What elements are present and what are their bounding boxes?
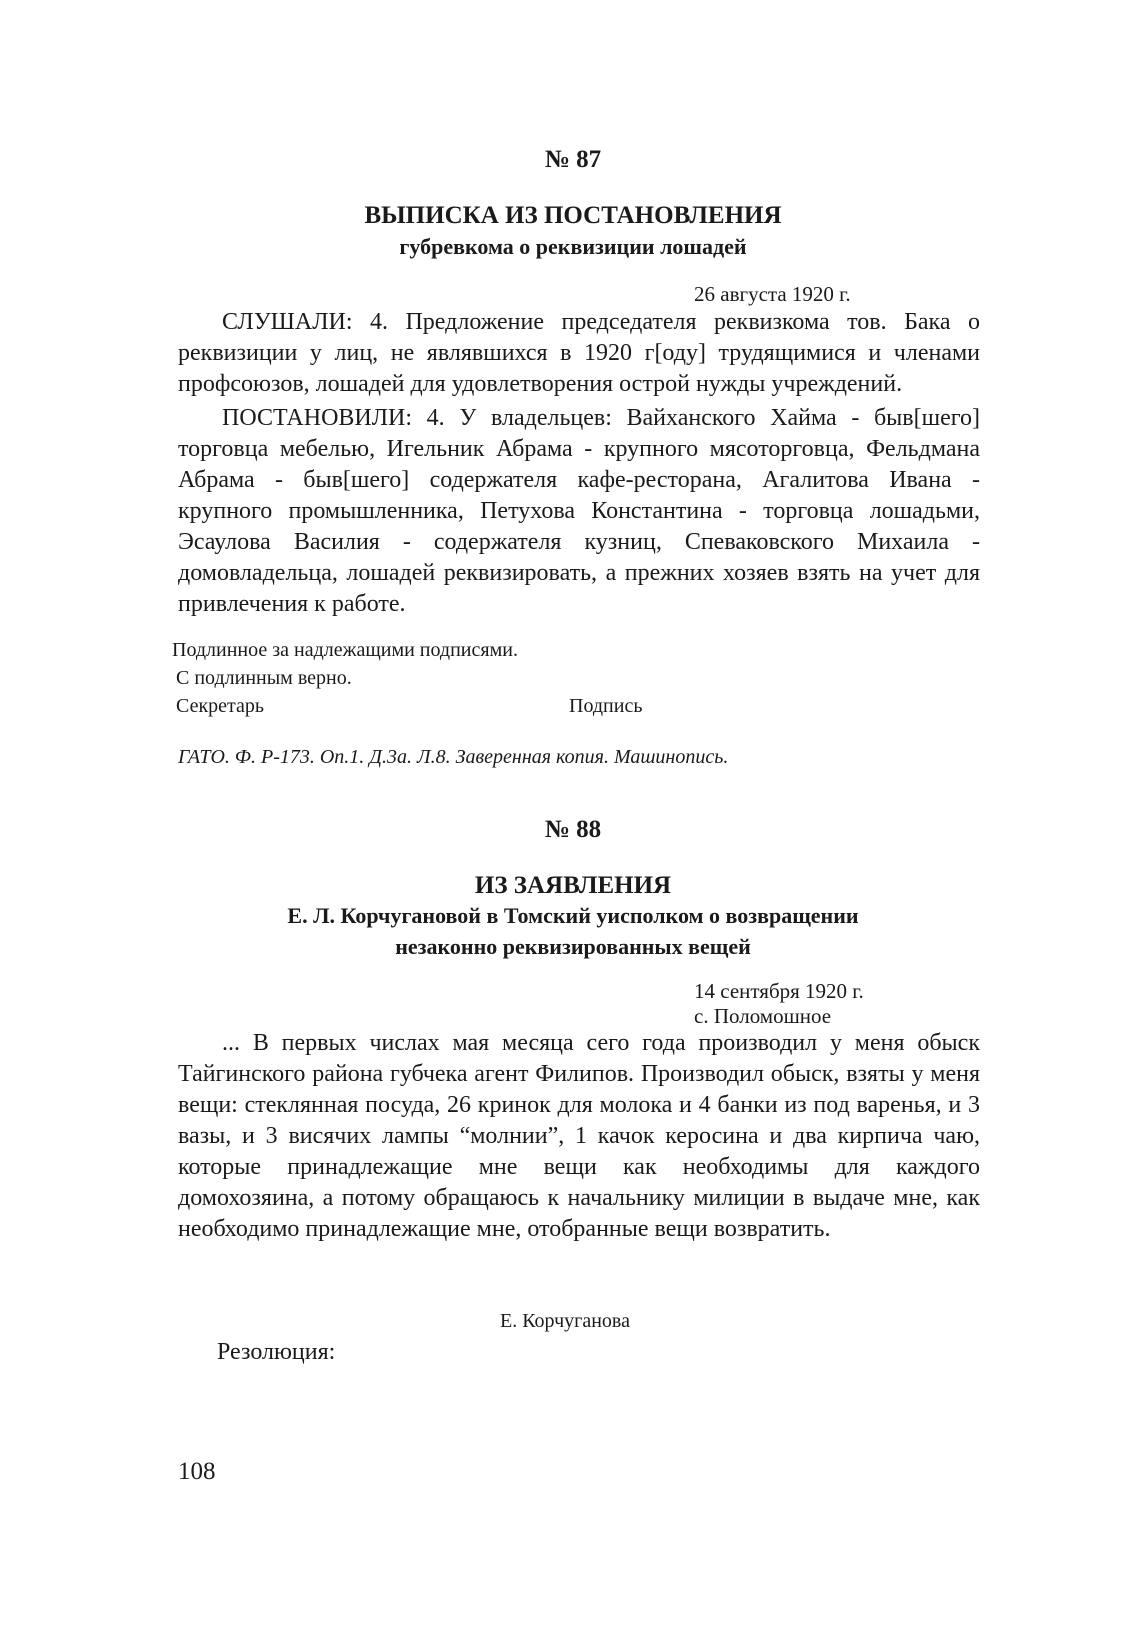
doc88-signature: Е. Корчуганова — [500, 1310, 630, 1332]
doc87-subtitle: губревкома о реквизиции лошадей — [399, 234, 747, 259]
doc87-signature-label: Подпись — [569, 695, 643, 717]
doc88-body — [178, 1028, 980, 1248]
doc88-subtitle-line1: Е. Л. Корчугановой в Томский уисполком о возвращении — [287, 903, 859, 928]
doc88-place: с. Поломошное — [694, 1004, 832, 1028]
doc87-secretary-label: Секретарь — [176, 695, 265, 717]
doc87-title: ВЫПИСКА ИЗ ПОСТАНОВЛЕНИЯ — [364, 202, 782, 229]
doc87-number: № 87 — [544, 146, 602, 173]
doc87-paragraph-2: ПОСТАНОВИЛИ: 4. У владельцев: Вайханского Хайма - быв[шего] торговца мебелью, Игельник Абрама - крупного мясоторговца, Фельдмана Абрама - быв[шего] содержателя кафе-ресторана, Агалитова Ивана - крупного промышленника, Петухова Константина - торговца лошадьми, Эсаулова Василия - содержателя кузниц, Спеваковского Михаила - домовладельца, лошадей реквизировать, а прежних хозяев взять на учет для привлечения к работе. — [178, 405, 980, 617]
doc87-body — [178, 307, 980, 623]
doc87-certification-1: Подлинное за надлежащими подписями. — [172, 639, 518, 661]
doc88-date: 14 сентября 1920 г. — [694, 979, 864, 1003]
doc88-title: ИЗ ЗАЯВЛЕНИЯ — [474, 872, 672, 899]
doc88-paragraph-1: ... В первых числах мая месяца сего года производил у меня обыск Тайгинского района губчека агент Филипов. Производил обыск, взяты у меня вещи: стеклянная посуда, 26 кринок для молока и 4 банки из под варенья, и 3 вазы, и 3 висячих лампы “молнии”, 1 качок керосина и два кирпича чаю, которые принадлежащие мне вещи как необходимы для каждого домохозяина, а потому обращаюсь к начальнику милиции в выдаче мне, как необходимо принадлежащие мне, отобранные вещи возвратить. — [178, 1030, 980, 1242]
doc88-subtitle-line2: незаконно реквизированных вещей — [395, 934, 751, 959]
doc87-paragraph-1: СЛУШАЛИ: 4. Предложение председателя реквизкома тов. Бака о реквизиции у лиц, не являвшихся в 1920 г[оду] трудящимися и членами профсоюзов, лошадей для удовлетворения острой нужды учреждений. — [178, 309, 980, 397]
doc88-resolution-label: Резолюция: — [217, 1339, 336, 1365]
page-number: 108 — [178, 1458, 216, 1485]
doc88-number: № 88 — [544, 816, 602, 843]
doc87-archival-source: ГАТО. Ф. Р-173. Оп.1. Д.3а. Л.8. Заверенная копия. Машинопись. — [178, 746, 729, 768]
doc87-date: 26 августа 1920 г. — [694, 282, 851, 306]
doc87-certification-2: С подлинным верно. — [176, 667, 352, 689]
